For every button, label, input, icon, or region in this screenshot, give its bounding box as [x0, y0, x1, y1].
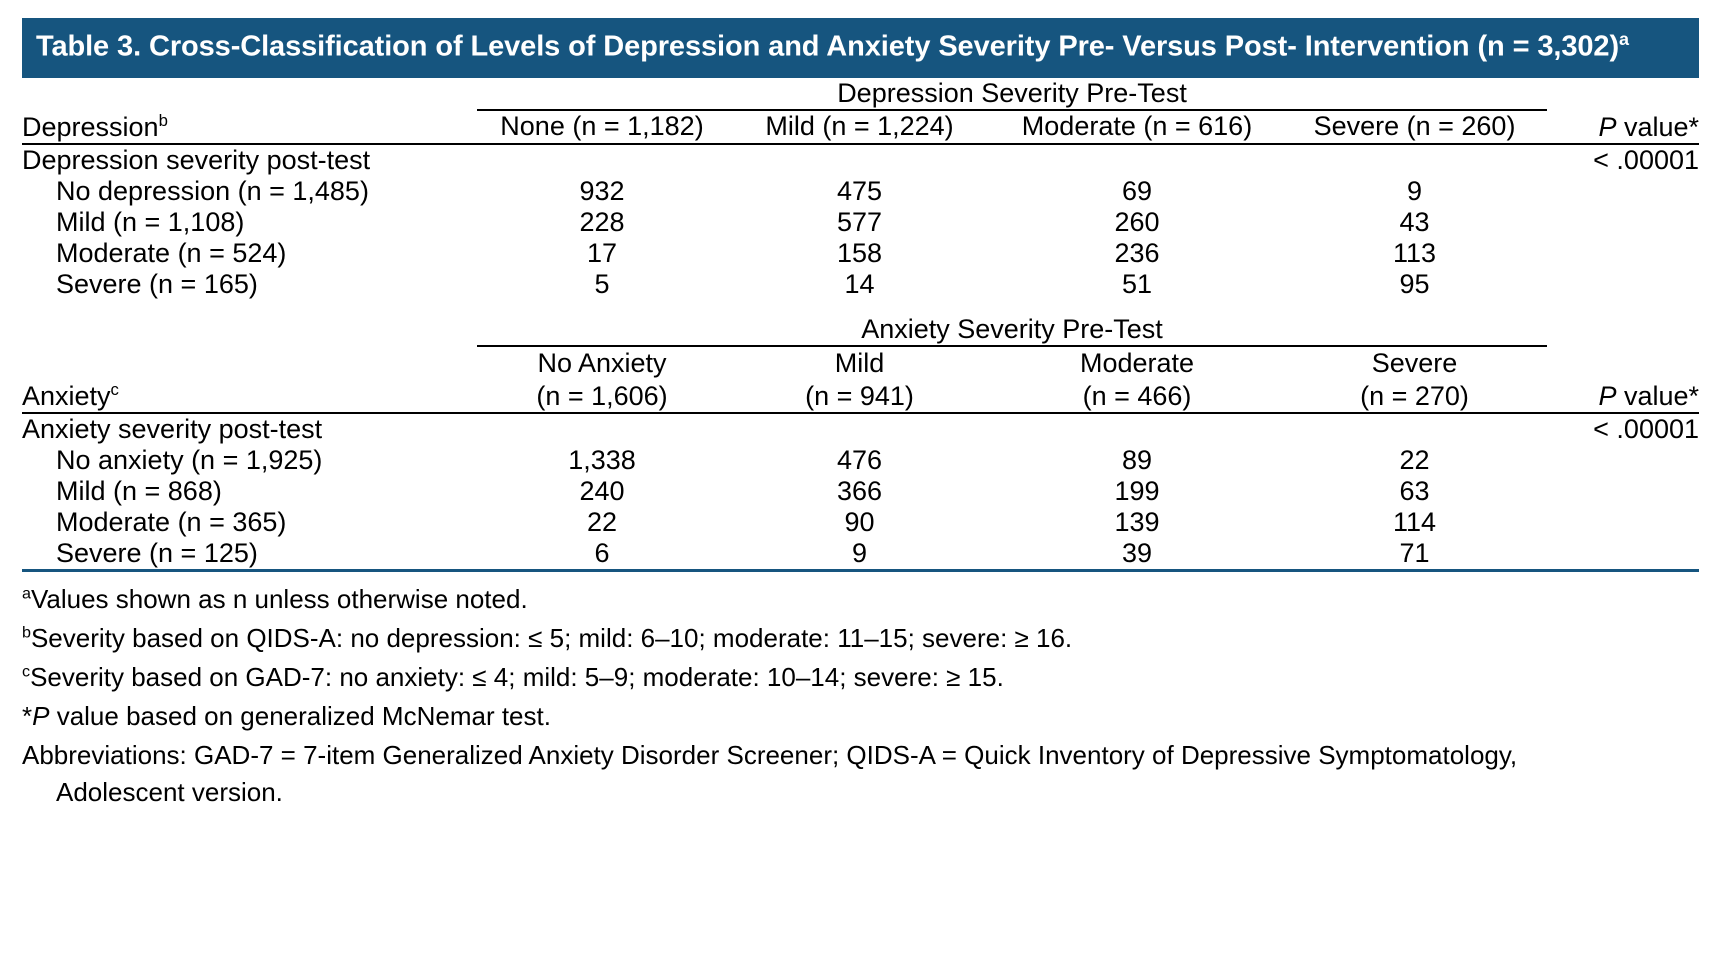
empty-cell: [1547, 207, 1699, 238]
depression-row-label: Moderate (n = 524): [56, 238, 287, 269]
depression-cell: 69: [1121, 176, 1153, 207]
anxiety-cell: 1,338: [568, 444, 636, 475]
anxiety-row-label: Severe (n = 125): [56, 537, 258, 568]
table-row: [22, 176, 1699, 207]
anxiety-col-header-line1: Mild: [834, 348, 885, 379]
depression-span-header: Depression Severity Pre-Test: [477, 78, 1547, 110]
depression-cell: 5: [594, 269, 610, 300]
empty-cell: [1547, 538, 1699, 571]
anxiety-col-header-line1: Severe: [1371, 348, 1458, 379]
empty-cell: [1282, 144, 1547, 176]
anxiety-cell: 476: [836, 444, 883, 475]
empty-cell: [1547, 445, 1699, 476]
depression-side-label-text: Depression: [22, 112, 159, 143]
anxiety-side-label: [22, 346, 477, 413]
anxiety-p-value-header: P value*: [1598, 380, 1700, 411]
depression-cell: 95: [1399, 269, 1430, 300]
footnote-c-text: Severity based on GAD-7: no anxiety: ≤ 4; mild: 5–9; moderate: 10–14; severe: ≥ 15.: [30, 661, 1004, 692]
anxiety-col-header-moderate: [992, 346, 1282, 413]
anxiety-row-label: No anxiety (n = 1,925): [56, 444, 323, 475]
depression-row-label: No depression (n = 1,485): [56, 176, 369, 207]
anxiety-cell: 63: [1399, 475, 1430, 506]
depression-cell: 228: [579, 207, 625, 238]
anxiety-col-header-line2: (n = 1,606): [536, 380, 668, 411]
depression-cell: 577: [836, 207, 883, 238]
depression-cell: 51: [1121, 269, 1153, 300]
cross-classification-table: [22, 78, 1699, 572]
depression-side-label: [22, 110, 477, 144]
footnote-a: [22, 580, 1699, 619]
depression-cell: 113: [1392, 238, 1437, 269]
footnote-b-text: Severity based on QIDS-A: no depression: ≤ 5; mild: 6–10; moderate: 11–15; severe: ≥ 16.: [30, 622, 1073, 653]
depression-cell: 9: [1406, 176, 1423, 207]
anxiety-col-header-mild: [727, 346, 992, 413]
table-row: [22, 445, 1699, 476]
anxiety-section-label: Anxiety severity post-test: [22, 413, 323, 444]
depression-col-header-severe: Severe (n = 260): [1313, 111, 1516, 142]
table-title: [22, 18, 1699, 78]
empty-cell: [477, 144, 727, 176]
depression-span-header-row: [22, 78, 1699, 110]
depression-cell: 932: [579, 176, 625, 207]
footnote-star-text: value based on generalized McNemar test.: [49, 700, 551, 731]
table-row: [22, 238, 1699, 269]
depression-col-header-mild: Mild (n = 1,224): [765, 111, 954, 142]
footnote-abbreviations-cont: Adolescent version.: [56, 776, 283, 807]
depression-cell: 236: [1114, 238, 1160, 269]
anxiety-col-header-line1: Moderate: [1079, 348, 1195, 379]
spacer-cell: [22, 78, 477, 110]
anxiety-cell: 89: [1121, 444, 1153, 475]
anxiety-p-value: < .00001: [1593, 413, 1700, 444]
footnote-star-italic: P: [32, 700, 50, 731]
empty-cell: [992, 413, 1282, 445]
anxiety-cell: 240: [579, 475, 625, 506]
empty-cell: [1547, 269, 1699, 300]
anxiety-section-row: [22, 413, 1699, 445]
anxiety-span-header-row: [22, 300, 1699, 346]
table-footnotes: [22, 572, 1699, 811]
depression-section-row: [22, 144, 1699, 176]
footnote-abbreviations-text: Abbreviations: GAD-7 = 7-item Generalized Anxiety Disorder Screener; QIDS-A = Quick Inventory of Depressive Symptomatology,: [22, 739, 1518, 770]
empty-cell: [992, 144, 1282, 176]
depression-col-header-moderate: Moderate (n = 616): [1021, 111, 1253, 142]
anxiety-cell: 22: [1399, 444, 1430, 475]
anxiety-cell: 71: [1399, 537, 1430, 568]
footnote-b: [22, 619, 1699, 658]
anxiety-cell: 6: [594, 537, 610, 568]
anxiety-cell: 22: [586, 506, 618, 537]
depression-side-label-marker: b: [158, 111, 168, 131]
footnote-c: [22, 658, 1699, 697]
anxiety-col-header-line2: (n = 270): [1360, 380, 1469, 411]
empty-cell: [1547, 238, 1699, 269]
footnote-star-marker: *: [22, 700, 33, 731]
empty-cell: [477, 413, 727, 445]
table-title-footnote-marker: a: [1619, 29, 1629, 49]
depression-col-header-none: None (n = 1,182): [500, 111, 704, 142]
anxiety-cell: 9: [851, 537, 868, 568]
empty-cell: [727, 413, 992, 445]
depression-column-header-row: [22, 110, 1699, 144]
spacer-cell: [1547, 300, 1699, 346]
footnote-a-marker: a: [22, 584, 31, 603]
depression-cell: 43: [1399, 207, 1430, 238]
depression-cell: 14: [844, 269, 875, 300]
anxiety-cell: 139: [1114, 506, 1160, 537]
anxiety-side-label-text: Anxiety: [22, 380, 111, 411]
anxiety-col-header-line2: (n = 466): [1082, 380, 1192, 411]
depression-cell: 158: [836, 238, 883, 269]
anxiety-span-header: Anxiety Severity Pre-Test: [477, 300, 1547, 346]
table-container: [22, 18, 1699, 811]
footnote-b-marker: b: [22, 623, 31, 642]
anxiety-cell: 114: [1392, 506, 1437, 537]
empty-cell: [1547, 476, 1699, 507]
depression-p-value: < .00001: [1593, 145, 1700, 176]
depression-cell: 17: [586, 238, 618, 269]
anxiety-cell: 366: [836, 475, 883, 506]
table-row: [22, 538, 1699, 571]
depression-row-label: Mild (n = 1,108): [56, 207, 245, 238]
anxiety-cell: 90: [844, 506, 875, 537]
table-row: [22, 476, 1699, 507]
empty-cell: [727, 144, 992, 176]
anxiety-cell: 39: [1121, 537, 1153, 568]
depression-cell: 475: [836, 176, 883, 207]
anxiety-row-label: Mild (n = 868): [56, 475, 222, 506]
depression-p-value-header: P value*: [1598, 112, 1700, 143]
footnote-abbreviations: [22, 736, 1699, 812]
empty-cell: [1547, 176, 1699, 207]
table-row: [22, 269, 1699, 300]
spacer-cell: [22, 300, 477, 346]
anxiety-col-header-severe: [1282, 346, 1547, 413]
anxiety-col-header-line2: (n = 941): [805, 380, 914, 411]
table-row: [22, 507, 1699, 538]
anxiety-cell: 199: [1114, 475, 1160, 506]
depression-cell: 260: [1114, 207, 1160, 238]
anxiety-side-label-marker: c: [110, 379, 119, 399]
footnote-a-text: Values shown as n unless otherwise noted.: [30, 583, 528, 614]
spacer-cell: [1547, 78, 1699, 110]
depression-section-label: Depression severity post-test: [22, 145, 371, 176]
empty-cell: [1547, 507, 1699, 538]
empty-cell: [1282, 413, 1547, 445]
table-title-text: Table 3. Cross-Classification of Levels of Depression and Anxiety Severity Pre- Versus Post- Intervention (n = 3,302): [36, 30, 1620, 63]
footnote-star: [22, 697, 1699, 736]
anxiety-column-header-row: [22, 346, 1699, 413]
depression-row-label: Severe (n = 165): [56, 269, 258, 300]
anxiety-col-header-none: [477, 346, 727, 413]
anxiety-col-header-line1: No Anxiety: [537, 348, 667, 379]
footnote-c-marker: c: [22, 662, 31, 681]
anxiety-row-label: Moderate (n = 365): [56, 506, 287, 537]
table-row: [22, 207, 1699, 238]
